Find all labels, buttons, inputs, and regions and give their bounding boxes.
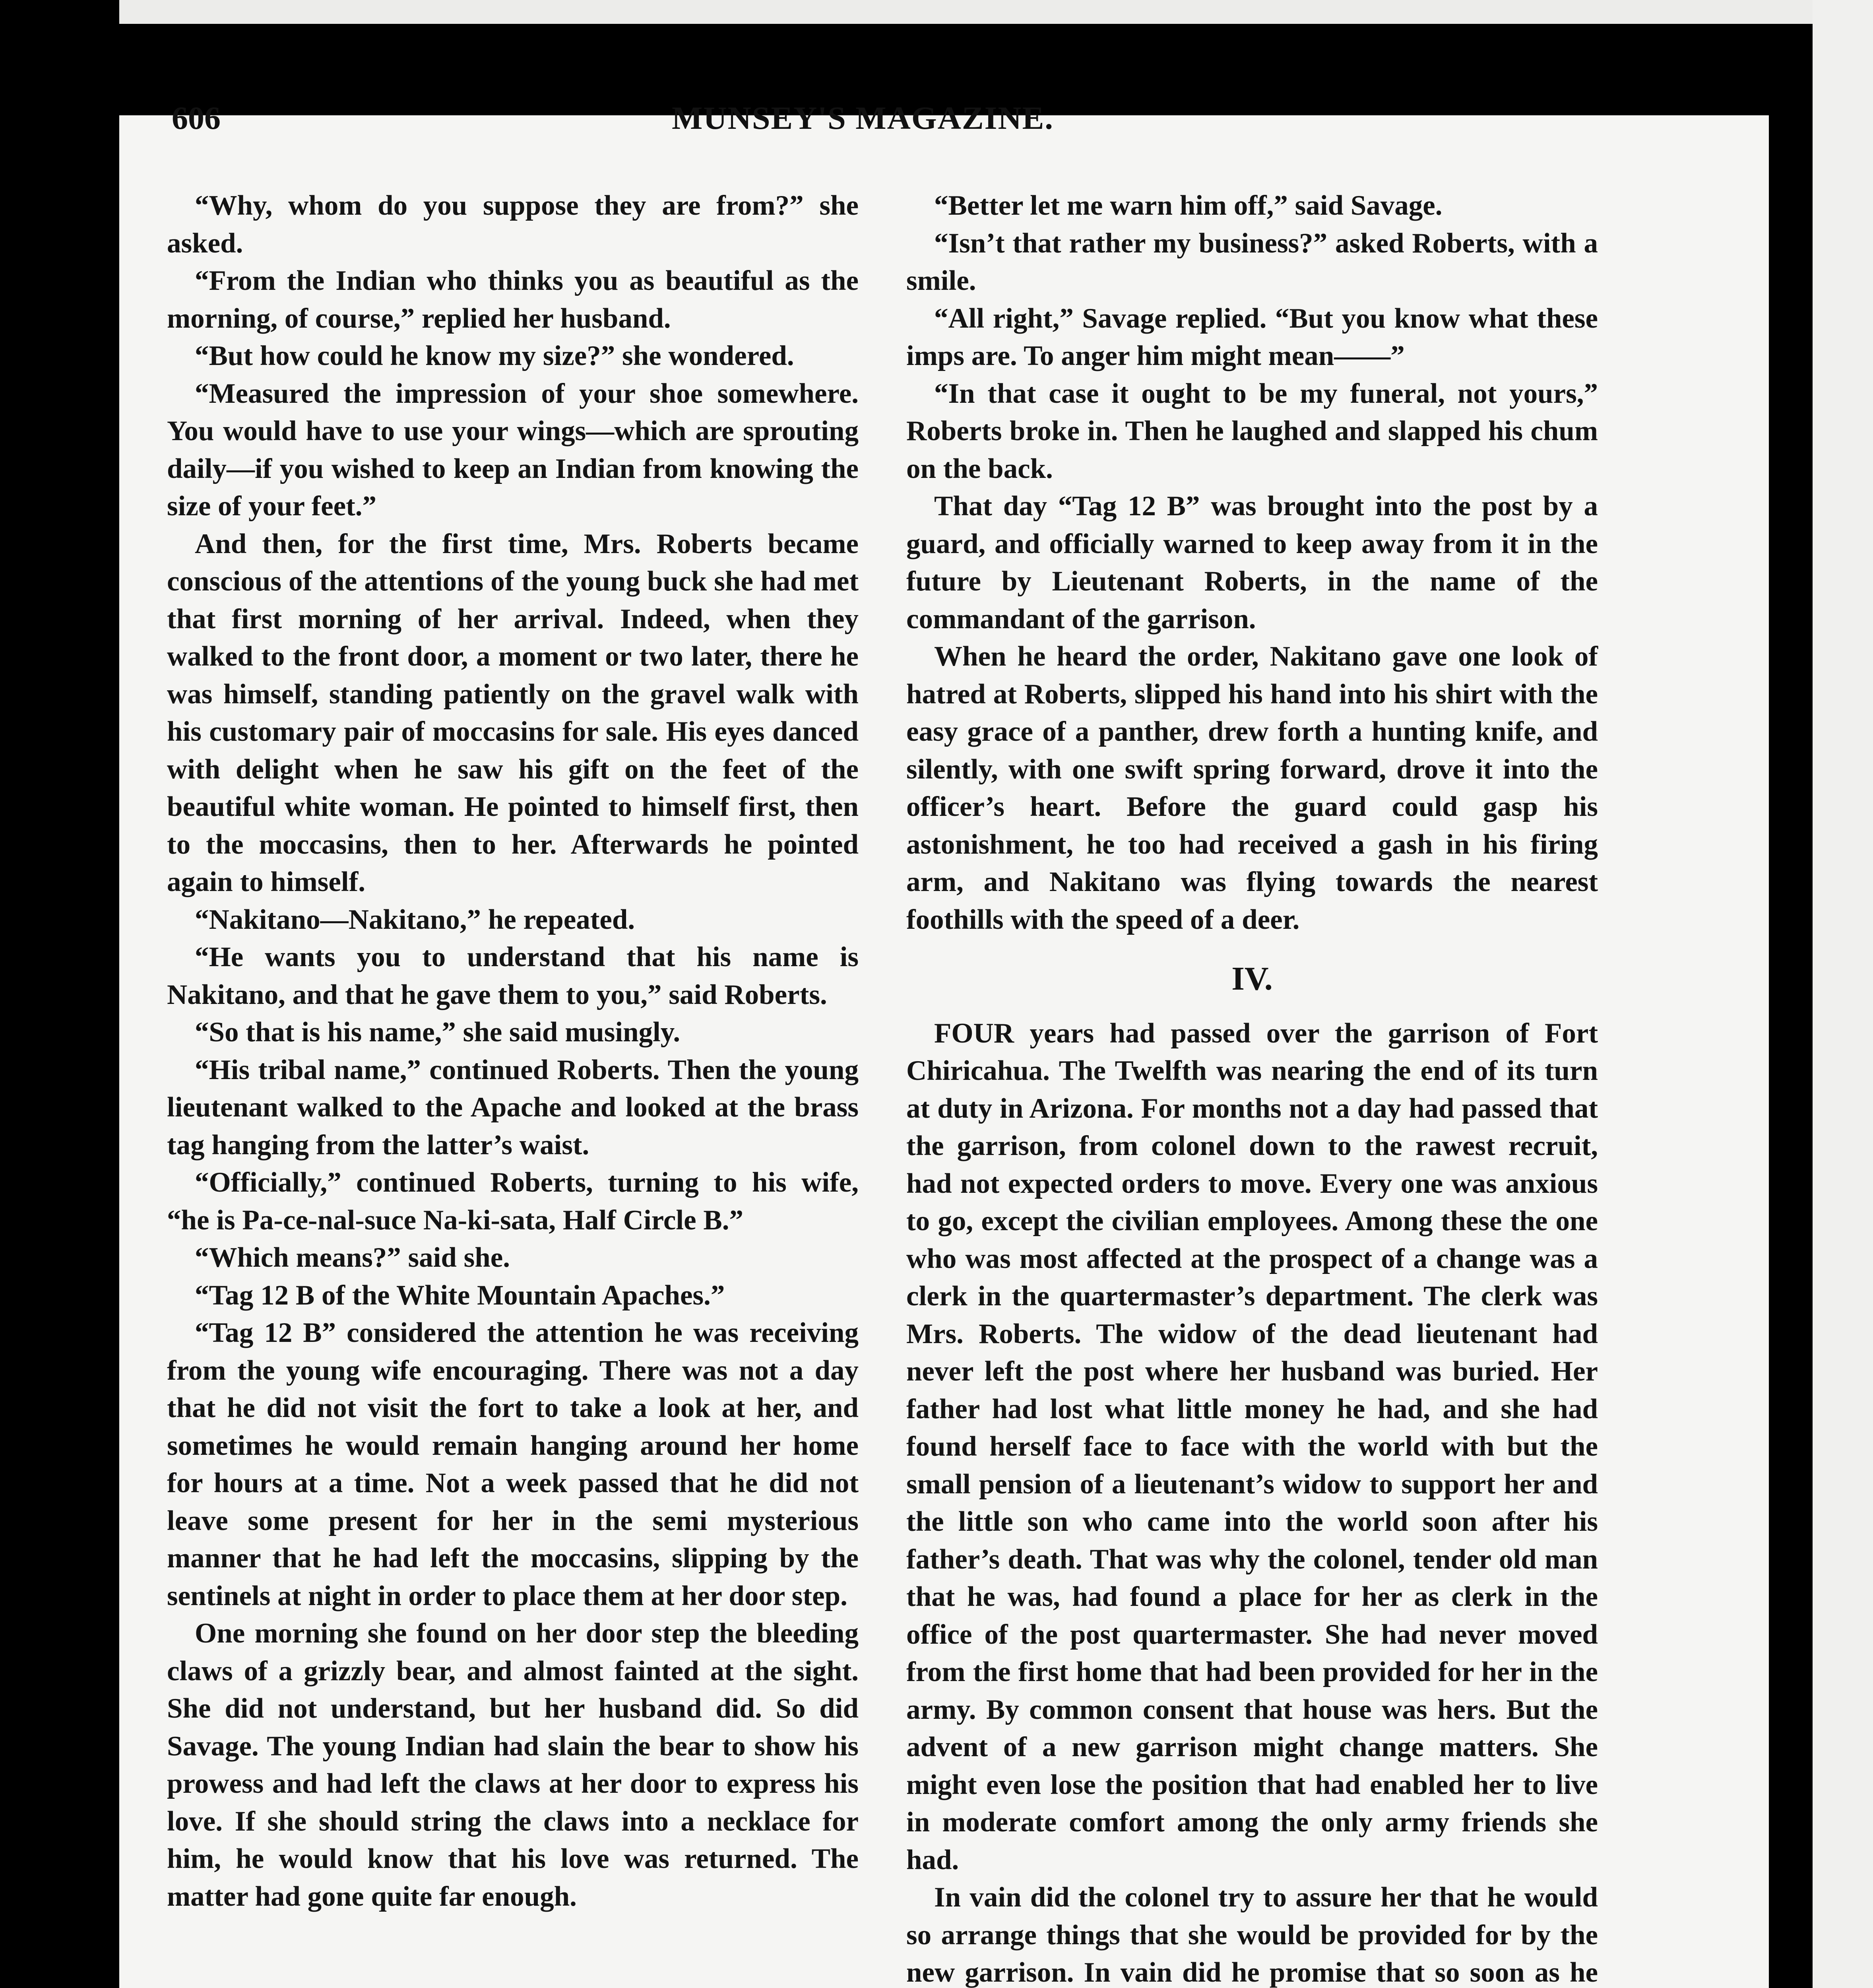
paragraph: FOUR years had passed over the garrison of Fort Chiricahua. The Twelfth was nearing the end of its turn at duty in Arizona. For months not a day had passed that the garrison, from colonel down to the rawest recruit, had not expected orders to move. Every one was anxious to go, except the civilian employees. Among these the one who was most affected at the prospect of a change was a clerk in the quartermaster’s department. The clerk was Mrs. Roberts. The widow of the dead lieutenant had never left the post where her husband was buried. Her father had lost what little money he had, and she had found herself face to face with the world with but the small pension of a lieutenant’s widow to support her and the little son who came into the world soon after his father’s death. That was why the colonel, tender old man that he was, had found a place for her as clerk in the office of the post quartermaster. She had never moved from the first home that had been provided for her in the army. By common consent that house was hers. But the advent of a new garrison might change matters. She might even lose the position that had enabled her to live in moderate comfort among the only army friends she had. <box>906 1017 1598 1875</box>
paragraph: “All right,” Savage replied. “But you know what these imps are. To anger him might mean——” <box>906 303 1598 371</box>
paragraph: “His tribal name,” continued Roberts. Then the young lieutenant walked to the Apache and looked at the brass tag hanging from the latter’s waist. <box>167 1054 859 1161</box>
paragraph: “Nakitano—Nakitano,” he repeated. <box>195 904 635 935</box>
right-column <box>906 187 1598 1988</box>
paragraph: “Why, whom do you suppose they are from?” she asked. <box>167 190 859 259</box>
paragraph: “Which means?” said she. <box>195 1242 510 1273</box>
paragraph: “Tag 12 B of the White Mountain Apaches.” <box>195 1279 725 1311</box>
next-page-edge <box>1813 0 1873 1988</box>
running-head: MUNSEY'S MAGAZINE. <box>672 100 1054 136</box>
paragraph: “Isn’t that rather my business?” asked Roberts, with a smile. <box>906 227 1598 296</box>
paragraph: “Officially,” continued Roberts, turning to his wife, “he is Pa-ce-nal-suce Na-ki-sata, Half Circle B.” <box>167 1167 859 1236</box>
paragraph: One morning she found on her door step the bleeding claws of a grizzly bear, and almost fainted at the sight. She did not understand, but her husband did. So did Savage. The young Indian had slain the bear to show his prowess and had left the claws at her door to express his love. If she should string the claws into a necklace for him, he would know that his love was returned. The matter had gone quite far enough. <box>167 1618 859 1912</box>
paragraph: “So that is his name,” she said musingly. <box>195 1017 681 1048</box>
paragraph: “Tag 12 B” considered the attention he was receiving from the young wife encouraging. There was not a day that he did not visit the fort to take a look at her, and sometimes he would remain hanging around her home for hours at a time. Not a week passed that he did not leave some present for her in the semi mysterious manner that he had left the moccasins, slipping by the sentinels at night in order to place them at her door step. <box>167 1317 859 1611</box>
page-number: 606 <box>172 100 221 136</box>
paragraph: “From the Indian who thinks you as beautiful as the morning, of course,” replied her husband. <box>167 265 859 334</box>
paragraph: “But how could he know my size?” she wondered. <box>195 340 794 371</box>
section-heading: IV. <box>1231 960 1273 997</box>
paragraph: When he heard the order, Nakitano gave one look of hatred at Roberts, slipped his hand into his shirt with the easy grace of a panther, drew forth a hunting knife, and silently, with one swift spring forward, drove it into the officer’s heart. Before the guard could gasp his astonishment, he too had received a gash in his firing arm, and Nakitano was flying towards the nearest foothills with the speed of a deer. <box>906 641 1598 935</box>
paragraph: “In that case it ought to be my funeral, not yours,” Roberts broke in. Then he laughed and slapped his chum on the back. <box>906 378 1598 484</box>
left-column <box>167 187 859 1915</box>
previous-page-edge <box>119 0 1813 24</box>
paragraph: “Better let me warn him off,” said Savage. <box>934 190 1443 221</box>
paragraph: That day “Tag 12 B” was brought into the post by a guard, and officially warned to keep away from it in the future by Lieutenant Roberts, in the name of the commandant of the garrison. <box>906 491 1598 635</box>
paragraph: And then, for the first time, Mrs. Roberts became conscious of the attentions of the young buck she had met that first morning of her arrival. Indeed, when they walked to the front door, a moment or two later, there he was himself, standing patiently on the gravel walk with his customary pair of moccasins for sale. His eyes danced with delight when he saw his gift on the feet of the beautiful white woman. He pointed to himself first, then to the moccasins, then to her. Afterwards he pointed again to himself. <box>167 528 859 897</box>
paragraph: In vain did the colonel try to assure her that he would so arrange things that she would be provided for by the new garrison. In vain did he promise that so soon as he <box>906 1882 1598 1988</box>
paragraph: “He wants you to understand that his name is Nakitano, and that he gave them to you,” said Roberts. <box>167 942 859 1010</box>
paragraph: “Measured the impression of your shoe somewhere. You would have to use your wings—which are sprouting daily—if you wished to keep an Indian from knowing the size of your feet.” <box>167 378 859 522</box>
